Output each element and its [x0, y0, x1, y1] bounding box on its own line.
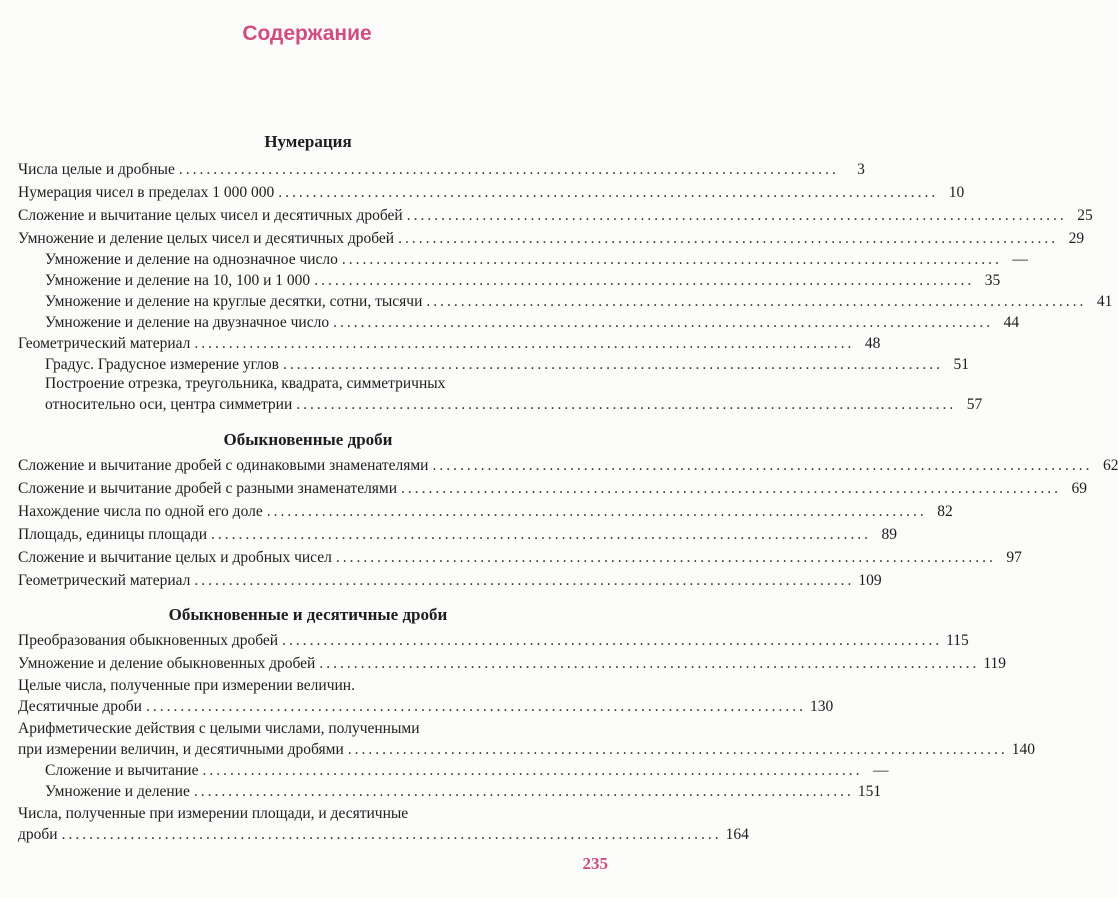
toc-entry [18, 548, 1022, 568]
leader-dots: ................................................................................................ [61, 826, 722, 843]
leader-dots: ................................................................................................ [282, 356, 943, 373]
entry-page: 164 [725, 826, 749, 843]
entry-title: Сложение и вычитание целых чисел и десятичных дробей [18, 207, 403, 224]
toc-entry [18, 479, 1088, 499]
entry-title: дроби [18, 826, 58, 843]
toc-entry [18, 571, 882, 591]
leader-dots: ................................................................................................ [194, 335, 855, 352]
toc-entry [18, 654, 1006, 674]
leader-dots: ................................................................................................ [398, 230, 1059, 247]
entry-title: Сложение и вычитание целых и дробных чисел [18, 549, 332, 566]
toc-entry [18, 525, 898, 545]
entry-title: Умножение и деление на круглые десятки, сотни, тысячи [45, 293, 423, 310]
entry-title: Умножение и деление на однозначное число [45, 251, 338, 268]
leader-dots: ................................................................................................ [341, 251, 1002, 268]
toc-entry [18, 183, 965, 203]
entry-page: — [872, 762, 889, 779]
entry-page: 51 [953, 356, 969, 373]
entry-title: Площадь, единицы площади [18, 526, 208, 543]
entry-title: Преобразования обыкновенных дробей [18, 632, 279, 649]
entry-title: Умножение и деление целых чисел и десятичных дробей [18, 230, 395, 247]
entry-page: 62 [1102, 457, 1118, 474]
entry-page: 69 [1071, 480, 1088, 497]
toc-subentry [45, 761, 889, 781]
page-title: Содержание [242, 22, 372, 45]
toc-entry [18, 206, 1093, 226]
entry-page: 119 [983, 655, 1006, 672]
section-heading-common-fractions: Обыкновенные дроби [223, 430, 393, 449]
entry-title: Геометрический материал [18, 335, 191, 352]
leader-dots: ................................................................................................ [426, 293, 1087, 310]
toc-entry [18, 740, 1036, 760]
entry-page: 151 [857, 783, 882, 800]
leader-dots: ................................................................................................ [314, 272, 975, 289]
leader-dots: ................................................................................................ [406, 207, 1067, 224]
leader-dots: ................................................................................................ [145, 698, 806, 715]
leader-dots: ................................................................................................ [193, 783, 854, 800]
entry-page: 130 [809, 698, 834, 715]
entry-page: 48 [864, 335, 881, 352]
entry-title: относительно оси, центра симметрии [45, 396, 293, 413]
entry-title: Нумерация чисел в пределах 1 000 000 [18, 184, 275, 201]
entry-title: Сложение и вычитание дробей с одинаковыми знаменателями [18, 457, 429, 474]
leader-dots: ................................................................................................ [401, 480, 1062, 497]
entry-title: Сложение и вычитание дробей с разными знаменателями [18, 480, 398, 497]
leader-dots: ................................................................................................ [432, 457, 1093, 474]
leader-dots: ................................................................................................ [347, 741, 1008, 758]
entry-lead-line: Арифметические действия с целыми числами, полученными [18, 720, 420, 737]
leader-dots: ................................................................................................ [211, 526, 872, 543]
leader-dots: ................................................................................................ [335, 549, 996, 566]
entry-title: Нахождение числа по одной его доле [18, 503, 263, 520]
entry-page: 82 [937, 503, 953, 520]
entry-lead-line: Целые числа, полученные при измерении величин. [18, 677, 355, 694]
leader-dots: ................................................................................................ [194, 572, 855, 589]
toc-subentry [45, 355, 969, 375]
toc-subentry [45, 292, 1113, 312]
leader-dots: ................................................................................................ [278, 184, 939, 201]
entry-title: Геометрический материал [18, 572, 191, 589]
leader-dots: ................................................................................................ [333, 314, 994, 331]
entry-page: 89 [881, 526, 898, 543]
leader-dots: ................................................................................................ [282, 632, 943, 649]
entry-title: при измерении величин, и десятичными дробями [18, 741, 344, 758]
leader-dots: ................................................................................................ [319, 655, 980, 672]
entry-page: 3 [857, 161, 865, 178]
entry-title: Умножение и деление на двузначное число [45, 314, 330, 331]
entry-page: 57 [966, 396, 983, 413]
entry-title: Умножение и деление обыкновенных дробей [18, 655, 316, 672]
entry-title: Умножение и деление на 10, 100 и 1 000 [45, 272, 311, 289]
toc-entry [18, 697, 834, 717]
toc-entry [18, 456, 1118, 476]
toc-subentry [45, 313, 1020, 333]
toc-subentry [45, 271, 1001, 291]
leader-dots: ................................................................................................ [266, 503, 927, 520]
leader-dots: ................................................................................................ [202, 762, 863, 779]
toc-subentry [45, 782, 882, 802]
leader-dots: ................................................................................................ [178, 161, 839, 178]
entry-page: 109 [858, 572, 882, 589]
toc-subentry [45, 395, 983, 415]
entry-page: 35 [984, 272, 1001, 289]
entry-page: 97 [1006, 549, 1022, 566]
entry-lead-line: Числа, полученные при измерении площади, и десятичные [18, 805, 409, 822]
toc-entry [18, 160, 865, 180]
page-number: 235 [582, 854, 608, 873]
entry-title: Градус. Градусное измерение углов [45, 356, 279, 373]
entry-page: 115 [946, 632, 969, 649]
entry-page: 41 [1096, 293, 1113, 310]
toc-entry [18, 825, 749, 845]
entry-title: Сложение и вычитание [45, 762, 199, 779]
toc-entry [18, 334, 881, 354]
toc-entry [18, 229, 1085, 249]
toc-subentry [45, 250, 1028, 270]
entry-page: 29 [1068, 230, 1085, 247]
section-heading-numeration: Нумерация [264, 132, 352, 151]
section-heading-common-and-decimal-fractions: Обыкновенные и десятичные дроби [168, 605, 448, 624]
toc-entry [18, 502, 953, 522]
entry-title: Умножение и деление [45, 783, 190, 800]
entry-title: Числа целые и дробные [18, 161, 175, 178]
entry-title: Десятичные дроби [18, 698, 142, 715]
entry-page: 25 [1077, 207, 1093, 224]
leader-dots: ................................................................................................ [296, 396, 957, 413]
entry-page: 44 [1003, 314, 1020, 331]
entry-lead-line: Построение отрезка, треугольника, квадрата, симметричных [45, 375, 446, 392]
entry-page: — [1012, 251, 1028, 268]
entry-page: 140 [1011, 741, 1036, 758]
entry-page: 10 [948, 184, 965, 201]
toc-entry [18, 631, 969, 651]
